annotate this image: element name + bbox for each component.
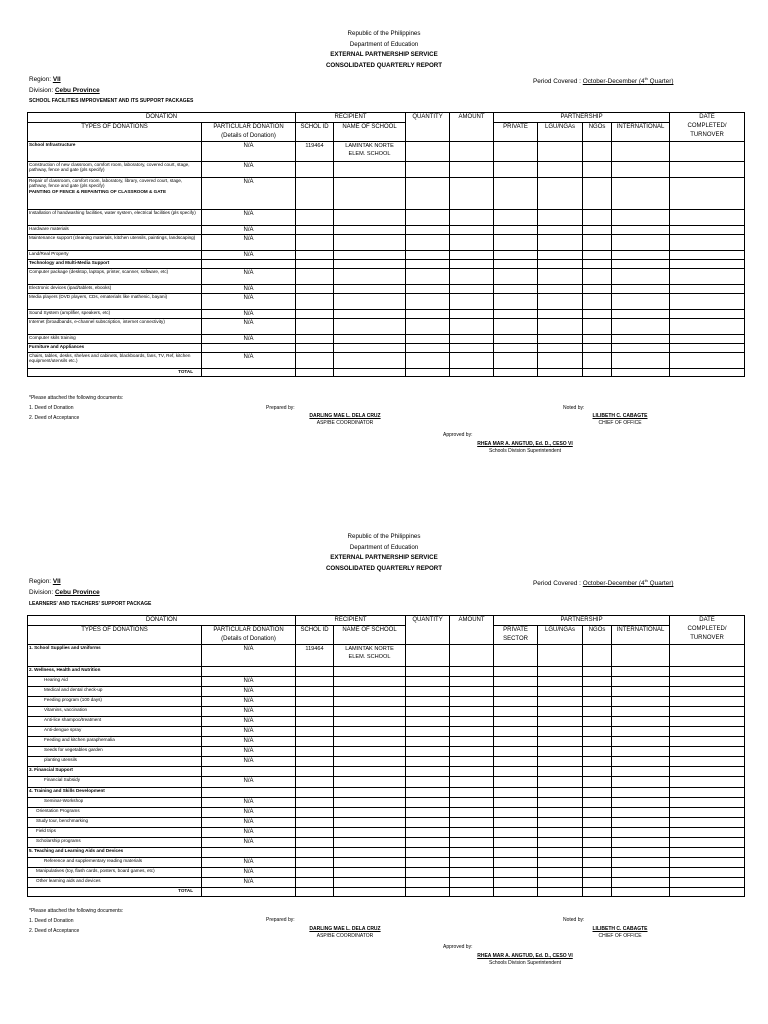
table-row-label: Chairs, tables, desks, shelves and cabinets, blackboards, fans, TV, Ref, kitchen equipment/utensils etc.) <box>28 353 202 369</box>
table-row-label: Feeding program (100 days) <box>28 697 202 707</box>
na-value: N/A <box>202 269 296 285</box>
header-line-4: CONSOLIDATED QUARTERLY REPORT <box>325 61 443 69</box>
table-row-label: Manipulatives (toy, flash cards, posters, board games, etc) <box>28 868 202 878</box>
table-row-label: School Infrastructure <box>28 142 202 162</box>
na-value: N/A <box>202 235 296 251</box>
donation-table <box>27 615 745 897</box>
na-value: N/A <box>202 757 296 767</box>
school-name-l2: ELEM. SCHOOL <box>348 654 391 660</box>
noter-title: CHIEF OF OFFICE <box>598 420 642 426</box>
col-recipient: RECIPIENT <box>296 113 406 123</box>
table-row-label: Media players (DVD players, CDs, ematerials like mathenic, bayani) <box>28 294 202 310</box>
col-international: INTERNATIONAL <box>612 123 670 142</box>
period-line <box>533 76 673 85</box>
header-line-1: Republic of the Philippines <box>347 533 421 540</box>
table-row-label: Study tour, benchmarking <box>28 818 202 828</box>
na-value: N/A <box>202 858 296 868</box>
na-value: N/A <box>202 798 296 808</box>
header-line-4: CONSOLIDATED QUARTERLY REPORT <box>325 564 443 572</box>
period-end: Quarter) <box>647 580 674 588</box>
prepared-by-label: Prepared by: <box>266 405 295 411</box>
header-line-2: Department of Education <box>349 543 419 551</box>
division-label: Division: <box>29 589 54 596</box>
division-value: Cebu Province <box>54 589 100 596</box>
table-row-label: Computer skils training <box>28 335 202 344</box>
row-text-bold: PAINTING OF FENCE & REPAINTING OF CLASSROOM & GATE <box>29 188 167 194</box>
col-school-name: NAME OF SCHOOL <box>334 123 406 142</box>
col-donation: DONATION <box>28 113 296 123</box>
report-header <box>0 532 768 574</box>
table-row-label: Other learning aids and devices <box>28 878 202 888</box>
na-value: N/A <box>202 737 296 747</box>
school-name-value <box>334 645 406 667</box>
period-value: October-December (4 <box>582 78 645 86</box>
school-name-l2: ELEM. SCHOOL <box>348 151 391 157</box>
preparer-signature <box>285 413 405 427</box>
region-line <box>29 578 61 585</box>
na-value: N/A <box>202 828 296 838</box>
table-row-label: Furniture and Appliances <box>28 344 202 353</box>
noter-name: LILIBETH C. CABAGTE <box>592 926 648 932</box>
table-row-label: Vitamins, vaccination <box>28 707 202 717</box>
col-date <box>670 616 745 645</box>
approver-title: Schools Division Superintendent <box>489 960 561 966</box>
col-lgu: LGU/NGAs <box>538 123 583 142</box>
col-private-l1: PRIVATE <box>503 627 528 633</box>
attach-note: *Please attached the following documents: <box>29 908 124 914</box>
report-page-2 <box>0 503 768 1024</box>
table-row-label: Hardware materials <box>28 226 202 235</box>
na-value: N/A <box>202 251 296 260</box>
na-value: N/A <box>202 335 296 344</box>
col-date-l3: TURNOVER <box>690 132 724 138</box>
region-line <box>29 76 61 83</box>
table-row-label: 5. Teaching and Learning Aids and Devices <box>28 848 202 858</box>
col-date-l1: DATE <box>699 617 715 623</box>
col-date-l2: COMPLETED/ <box>687 626 727 632</box>
period-label: Period Covered : <box>533 78 581 86</box>
division-line <box>29 589 100 596</box>
school-id-value: 119464 <box>296 645 334 667</box>
noter-signature <box>560 926 680 940</box>
na-value: N/A <box>202 808 296 818</box>
period-end: Quarter) <box>647 78 674 86</box>
table-row-label: Anti-lice shampoo/treatment <box>28 717 202 727</box>
na-value: N/A <box>202 226 296 235</box>
table-row-label: Sound System (amplifier, speakers, etc) <box>28 310 202 319</box>
table-row-label: Field trips <box>28 828 202 838</box>
na-value: N/A <box>202 294 296 310</box>
period-sup: th <box>644 578 648 583</box>
na-value: N/A <box>202 717 296 727</box>
division-label: Division: <box>29 87 54 94</box>
na-value: N/A <box>202 707 296 717</box>
period-label: Period Covered : <box>533 580 581 588</box>
table-row-label: planting utensils <box>28 757 202 767</box>
col-donation: DONATION <box>28 616 296 626</box>
school-name-l1: LAMINTAK NORTE <box>345 143 394 149</box>
approver-name: RHEA MAR A. ANGTUD, Ed. D., CESO VI <box>477 953 573 959</box>
approved-by-label: Approved by: <box>443 944 473 950</box>
col-school-name: NAME OF SCHOOL <box>334 626 406 645</box>
col-international: INTERNATIONAL <box>612 626 670 645</box>
table-row-label: Medical and dental check-up <box>28 687 202 697</box>
na-value: N/A <box>202 878 296 888</box>
table-row-label: Reference and supplementary reading materials <box>28 858 202 868</box>
noter-name: LILIBETH C. CABAGTE <box>592 413 648 419</box>
col-private-l2: SECTOR <box>503 636 528 642</box>
noted-by-label: Noted by: <box>563 917 585 923</box>
col-school-id: SCHOL ID <box>296 123 334 142</box>
table-row-label <box>28 178 202 210</box>
approver-name: RHEA MAR A. ANGTUD, Ed. D., CESO VI <box>477 441 573 447</box>
approver-signature <box>450 441 600 455</box>
col-particular <box>202 123 296 142</box>
package-title: LEARNERS' AND TEACHERS' SUPPORT PACKAGE <box>29 601 152 607</box>
table-row-label: Feeding and kitchen paraphernalia <box>28 737 202 747</box>
col-partnership: PARTNERSHIP <box>494 616 670 626</box>
total-label: TOTAL <box>28 369 202 377</box>
table-row-label: Seminar-Workshop <box>28 798 202 808</box>
na-value: N/A <box>202 285 296 294</box>
col-private <box>494 626 538 645</box>
row-text: Repair of classroom, comfort room, laboratory, library, covered court, stage, pathway, fence and gate (pls specify) <box>29 178 183 189</box>
na-value: N/A <box>202 210 296 226</box>
col-partnership: PARTNERSHIP <box>494 113 670 123</box>
approver-signature <box>450 953 600 967</box>
table-row-label: 3. Financial Support <box>28 767 202 777</box>
na-value: N/A <box>202 818 296 828</box>
donation-table <box>27 112 745 377</box>
col-amount: AMOUNT <box>450 113 494 142</box>
division-line <box>29 87 100 94</box>
col-particular-l1: PARTICULAR DONATION <box>213 627 284 633</box>
na-value: N/A <box>202 178 296 210</box>
na-value: N/A <box>202 687 296 697</box>
prepared-by-label: Prepared by: <box>266 917 295 923</box>
period-sup: th <box>644 76 648 81</box>
na-value: N/A <box>202 319 296 335</box>
header-line-3: EXTERNAL PARTNERSHIP SERVICE <box>330 554 438 561</box>
table-row-label: Hearing Aid <box>28 677 202 687</box>
division-value: Cebu Province <box>54 87 100 94</box>
na-value: N/A <box>202 310 296 319</box>
noter-signature <box>560 413 680 427</box>
col-ngos: NGOs <box>583 626 612 645</box>
na-value: N/A <box>202 727 296 737</box>
table-row-label: Electronic devices (ipad/tablets, ebooks) <box>28 285 202 294</box>
region-label: Region: <box>29 578 52 585</box>
na-value: N/A <box>202 697 296 707</box>
table-row-label: Maintenance support (cleaning materials, kitchen utensils, paintings, landscaping) <box>28 235 202 251</box>
table-row-label: Seeds for vegetables garden <box>28 747 202 757</box>
col-types: TYPES OF DONATIONS <box>28 626 202 645</box>
table-row-label: Installation of handwashing facilities, water system, electrical facilities (pls specify) <box>28 210 202 226</box>
approver-title: Schools Division Superintendent <box>489 448 561 454</box>
region-value: VII <box>52 76 61 83</box>
na-value: N/A <box>202 677 296 687</box>
col-particular-l2: (Details of Donation) <box>221 133 276 139</box>
col-particular-l2: (Details of Donation) <box>221 636 276 642</box>
table-row-label: Land/Real Property <box>28 251 202 260</box>
preparer-signature <box>285 926 405 940</box>
col-date-l3: TURNOVER <box>690 635 724 641</box>
header-line-1: Republic of the Philippines <box>347 30 421 37</box>
na-value: N/A <box>202 838 296 848</box>
doc-2: 2. Deed of Acceptance <box>29 415 80 421</box>
school-name-value <box>334 142 406 162</box>
table-row-label: Construction of new classroom, comfort room, laboratory, covered court, stage, pathway, fence and gate (pls specify) <box>28 162 202 178</box>
period-line <box>533 578 673 587</box>
col-recipient: RECIPIENT <box>296 616 406 626</box>
doc-2: 2. Deed of Acceptance <box>29 928 80 934</box>
preparer-name: DARLING MAE L. DELA CRUZ <box>309 926 381 932</box>
na-value: N/A <box>202 353 296 369</box>
table-row-label: Internet (broadbands, e-channel subscription, internet connectivity) <box>28 319 202 335</box>
col-quantity: QUANTITY <box>406 616 450 645</box>
table-row-label: Computer package (desktop, laptops, printer, scanner, software, etc) <box>28 269 202 285</box>
region-value: VII <box>52 578 61 585</box>
col-date-l1: DATE <box>699 114 715 120</box>
preparer-name: DARLING MAE L. DELA CRUZ <box>309 413 381 419</box>
table-row-label: Scholarship programs <box>28 838 202 848</box>
preparer-title: ASP/BE COORDINATOR <box>316 933 374 939</box>
col-date-l2: COMPLETED/ <box>687 123 727 129</box>
col-particular <box>202 626 296 645</box>
na-value: N/A <box>202 142 296 162</box>
report-header <box>0 29 768 71</box>
header-line-3: EXTERNAL PARTNERSHIP SERVICE <box>330 51 438 58</box>
col-date <box>670 113 745 142</box>
na-value: N/A <box>202 747 296 757</box>
na-value: N/A <box>202 645 296 667</box>
period-value: October-December (4 <box>582 580 645 588</box>
region-label: Region: <box>29 76 52 83</box>
col-ngos: NGOs <box>583 123 612 142</box>
na-value: N/A <box>202 777 296 788</box>
col-private: PRIVATE <box>494 123 538 142</box>
package-title: SCHOOL FACILITIES IMPROVEMENT AND ITS SUPPORT PACKAGES <box>29 98 194 104</box>
col-quantity: QUANTITY <box>406 113 450 142</box>
doc-1: 1. Deed of Donation <box>29 918 74 924</box>
table-row-label: Technology and Multi-Media Support <box>28 260 202 269</box>
na-value: N/A <box>202 162 296 178</box>
report-page-1 <box>0 0 768 500</box>
col-school-id: SCHOL ID <box>296 626 334 645</box>
header-line-2: Department of Education <box>349 40 419 48</box>
noted-by-label: Noted by: <box>563 405 585 411</box>
school-name-l1: LAMINTAK NORTE <box>345 646 394 652</box>
table-row-label: 4. Training and Skills Development <box>28 788 202 798</box>
attach-note: *Please attached the following documents: <box>29 395 124 401</box>
na-value: N/A <box>202 868 296 878</box>
school-id-value: 119464 <box>296 142 334 162</box>
col-particular-l1: PARTICULAR DONATION <box>213 124 284 130</box>
col-types: TYPES OF DONATIONS <box>28 123 202 142</box>
noter-title: CHIEF OF OFFICE <box>598 933 642 939</box>
table-row-label: Anti-dengue spray <box>28 727 202 737</box>
col-lgu: LGU/NGAs <box>538 626 583 645</box>
total-label: TOTAL <box>28 888 202 897</box>
table-row-label: Financial Subsidy <box>28 777 202 788</box>
col-amount: AMOUNT <box>450 616 494 645</box>
doc-1: 1. Deed of Donation <box>29 405 74 411</box>
table-row-label: 1. School Supplies and Uniforms <box>28 645 202 667</box>
table-row-label: Orientation Programs <box>28 808 202 818</box>
approved-by-label: Approved by: <box>443 432 473 438</box>
preparer-title: ASP/BE COORDINATOR <box>316 420 374 426</box>
table-row-label: 2. Wellness, Health and Nutrition <box>28 667 202 677</box>
